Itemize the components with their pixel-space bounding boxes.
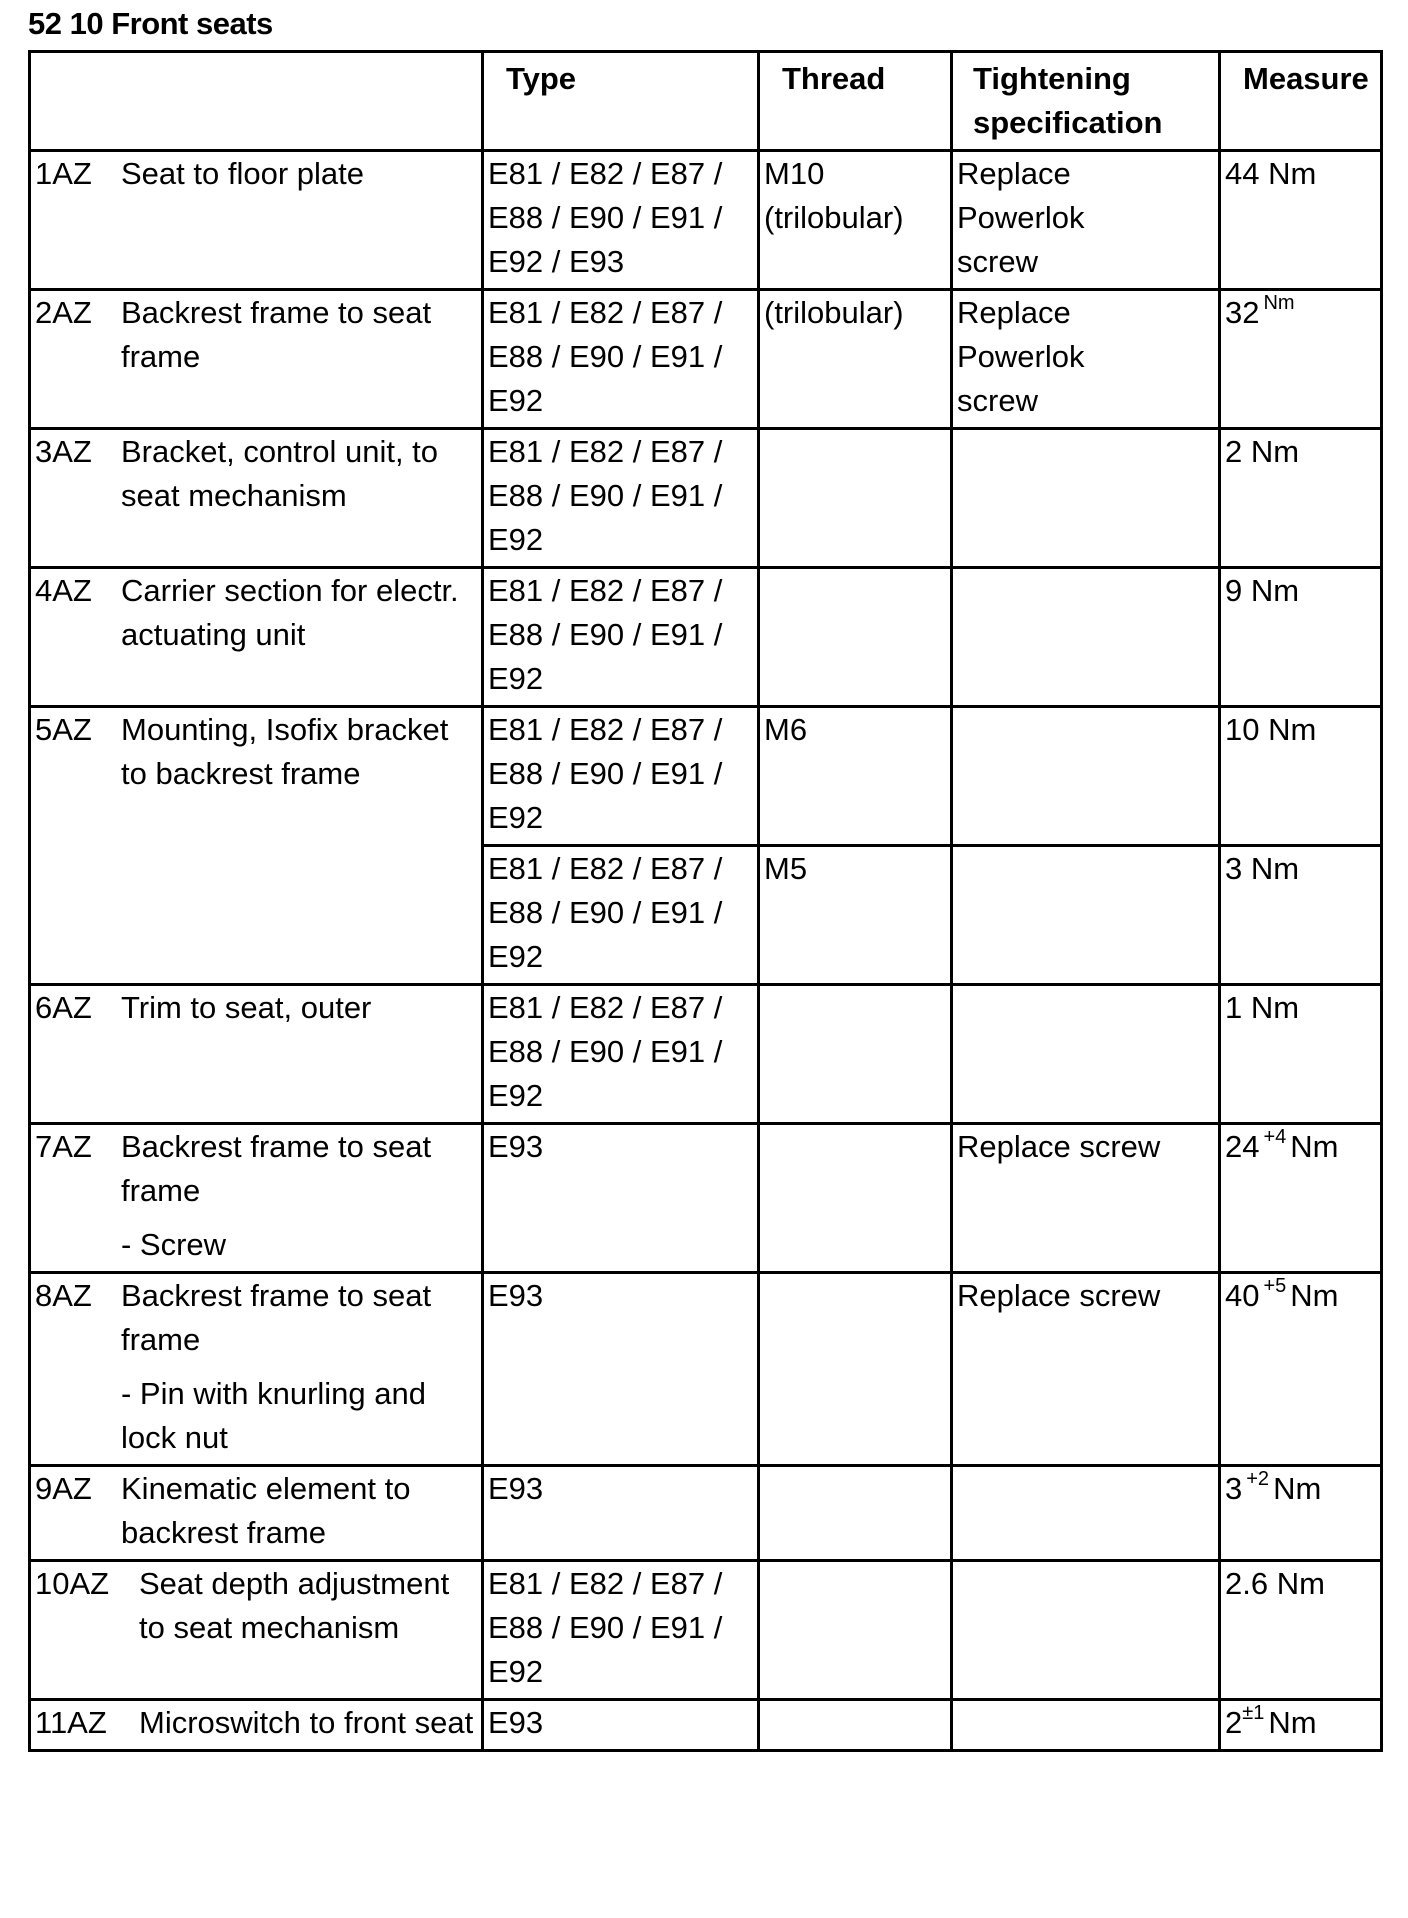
table-row	[30, 1273, 1382, 1466]
type-line: E81 / E82 / E87 /	[488, 295, 723, 330]
type-line: E88 / E90 / E91 /	[488, 617, 723, 652]
measure-unit: Nm	[1250, 573, 1300, 608]
tightening-line: Powerlok	[957, 200, 1085, 235]
type-line: E81 / E82 / E87 /	[488, 156, 723, 191]
item-code: 11AZ	[35, 1705, 107, 1740]
cell-type	[483, 1561, 759, 1700]
item-code: 2AZ	[35, 295, 92, 330]
cell-tightening	[952, 151, 1220, 290]
cell-item	[30, 985, 483, 1124]
tightening-torque-table	[28, 50, 1383, 1752]
cell-thread	[759, 1700, 952, 1751]
cell-item	[30, 1273, 483, 1466]
cell-item	[30, 1466, 483, 1561]
type-line: E88 / E90 / E91 /	[488, 200, 723, 235]
item-desc-text: Kinematic element to backrest frame	[121, 1471, 411, 1550]
cell-type	[483, 429, 759, 568]
measure-tolerance: +2	[1246, 1468, 1270, 1490]
table-row	[30, 429, 1382, 568]
item-code: 5AZ	[35, 712, 92, 747]
measure-value: 24	[1225, 1129, 1260, 1164]
item-note: - Screw	[121, 1227, 227, 1262]
cell-thread	[759, 1466, 952, 1561]
cell-tightening	[952, 846, 1220, 985]
cell-measure	[1220, 985, 1382, 1124]
measure-value: 32	[1225, 295, 1260, 330]
item-description	[121, 1467, 477, 1555]
cell-item	[30, 1700, 483, 1751]
thread-line: M10	[764, 156, 825, 191]
item-wrap	[35, 1701, 477, 1745]
cell-tightening	[952, 429, 1220, 568]
item-description	[121, 986, 477, 1030]
item-code: 8AZ	[35, 1278, 92, 1313]
cell-measure	[1220, 1124, 1382, 1273]
table-row	[30, 290, 1382, 429]
type-line: E81 / E82 / E87 /	[488, 434, 723, 469]
header-type: Type	[483, 52, 759, 151]
measure-value: 3	[1225, 851, 1243, 886]
cell-thread	[759, 151, 952, 290]
measure-tolerance: Nm	[1263, 292, 1295, 314]
header-measure: Measure	[1220, 52, 1382, 151]
item-wrap	[35, 569, 477, 657]
cell-thread	[759, 429, 952, 568]
item-desc-text: Trim to seat, outer	[121, 990, 372, 1025]
item-description	[121, 1274, 477, 1460]
cell-measure	[1220, 1466, 1382, 1561]
type-line: E93	[488, 1705, 544, 1740]
item-note: - Pin with knurling and lock nut	[121, 1376, 426, 1455]
table-row	[30, 707, 1382, 846]
cell-tightening	[952, 1561, 1220, 1700]
item-code: 6AZ	[35, 990, 92, 1025]
tightening-line: screw	[957, 383, 1038, 418]
type-line: E92	[488, 661, 544, 696]
item-wrap	[35, 1467, 477, 1555]
item-code: 10AZ	[35, 1566, 110, 1601]
cell-measure	[1220, 1273, 1382, 1466]
table-row	[30, 568, 1382, 707]
measure-value: 3	[1225, 1471, 1243, 1506]
type-line: E92 / E93	[488, 244, 625, 279]
item-desc-text: Seat to floor plate	[121, 156, 364, 191]
type-line: E81 / E82 / E87 /	[488, 1566, 723, 1601]
type-line: E88 / E90 / E91 /	[488, 756, 723, 791]
cell-tightening	[952, 1700, 1220, 1751]
measure-tolerance: ±1	[1242, 1702, 1265, 1724]
cell-tightening	[952, 290, 1220, 429]
measure-unit: Nm	[1273, 1471, 1322, 1506]
cell-thread	[759, 985, 952, 1124]
measure-value: 9	[1225, 573, 1243, 608]
cell-type	[483, 568, 759, 707]
cell-thread	[759, 1273, 952, 1466]
cell-measure	[1220, 1561, 1382, 1700]
tightening-line: Replace	[957, 295, 1071, 330]
item-wrap	[35, 1274, 477, 1460]
type-line: E92	[488, 522, 544, 557]
table-row	[30, 1466, 1382, 1561]
cell-measure	[1220, 429, 1382, 568]
thread-line: M6	[764, 712, 808, 747]
measure-unit: Nm	[1250, 990, 1300, 1025]
thread-line: M5	[764, 851, 808, 886]
item-wrap	[35, 291, 477, 379]
measure-tolerance: +5	[1263, 1275, 1287, 1297]
cell-tightening	[952, 1124, 1220, 1273]
type-line: E93	[488, 1129, 544, 1164]
cell-item	[30, 1124, 483, 1273]
cell-item	[30, 568, 483, 707]
table-row	[30, 1124, 1382, 1273]
item-description	[121, 291, 477, 379]
cell-type	[483, 707, 759, 846]
cell-measure	[1220, 846, 1382, 985]
type-line: E88 / E90 / E91 /	[488, 1034, 723, 1069]
item-description	[121, 708, 477, 796]
cell-type	[483, 1124, 759, 1273]
measure-unit: Nm	[1276, 1566, 1325, 1601]
type-line: E81 / E82 / E87 /	[488, 990, 723, 1025]
table-header-row	[30, 52, 1382, 151]
item-desc-text: Microswitch to front seat	[139, 1705, 474, 1740]
cell-type	[483, 151, 759, 290]
type-line: E81 / E82 / E87 /	[488, 712, 723, 747]
tightening-line: Replace screw	[957, 1129, 1161, 1164]
item-desc-text: Backrest frame to seat frame	[121, 1278, 432, 1357]
type-line: E88 / E90 / E91 /	[488, 1610, 723, 1645]
cell-item	[30, 151, 483, 290]
cell-tightening	[952, 568, 1220, 707]
type-line: E88 / E90 / E91 /	[488, 895, 723, 930]
header-tightening-specification: Tightening specification	[952, 52, 1220, 151]
item-description	[121, 1125, 477, 1267]
measure-value: 2	[1225, 434, 1243, 469]
thread-line: (trilobular)	[764, 295, 904, 330]
type-line: E81 / E82 / E87 /	[488, 573, 723, 608]
page-title: 52 10 Front seats	[28, 6, 273, 41]
table-row	[30, 985, 1382, 1124]
cell-type	[483, 1700, 759, 1751]
cell-item	[30, 707, 483, 985]
measure-tolerance: +4	[1263, 1126, 1287, 1148]
item-description	[121, 569, 477, 657]
measure-unit: Nm	[1268, 1705, 1317, 1740]
table-row	[30, 1561, 1382, 1700]
item-wrap	[35, 708, 477, 796]
measure-value: 44	[1225, 156, 1260, 191]
measure-unit: Nm	[1290, 1129, 1339, 1164]
item-wrap	[35, 1125, 477, 1267]
type-line: E93	[488, 1471, 544, 1506]
measure-value: 2	[1225, 1705, 1243, 1740]
thread-line: (trilobular)	[764, 200, 904, 235]
item-description	[139, 1562, 477, 1650]
type-line: E88 / E90 / E91 /	[488, 339, 723, 374]
cell-tightening	[952, 707, 1220, 846]
cell-measure	[1220, 290, 1382, 429]
type-line: E92	[488, 1078, 544, 1113]
table-row	[30, 151, 1382, 290]
measure-unit: Nm	[1290, 1278, 1339, 1313]
item-code: 7AZ	[35, 1129, 92, 1164]
tightening-line: Powerlok	[957, 339, 1085, 374]
item-desc-text: Seat depth adjustment to seat mechanism	[139, 1566, 450, 1645]
item-wrap	[35, 430, 477, 518]
item-desc-text: Bracket, control unit, to seat mechanism	[121, 434, 439, 513]
item-desc-text: Carrier section for electr. actuating unit	[121, 573, 459, 652]
cell-thread	[759, 290, 952, 429]
cell-thread	[759, 707, 952, 846]
cell-type	[483, 1466, 759, 1561]
item-desc-text: Backrest frame to seat frame	[121, 1129, 432, 1208]
cell-tightening	[952, 1273, 1220, 1466]
type-line: E88 / E90 / E91 /	[488, 478, 723, 513]
cell-measure	[1220, 707, 1382, 846]
item-description	[139, 1701, 477, 1745]
measure-unit: Nm	[1268, 712, 1317, 747]
type-line: E92	[488, 800, 544, 835]
cell-tightening	[952, 985, 1220, 1124]
item-code: 1AZ	[35, 156, 92, 191]
header-thread: Thread	[759, 52, 952, 151]
cell-type	[483, 985, 759, 1124]
cell-thread	[759, 568, 952, 707]
header-item	[30, 52, 483, 151]
measure-unit: Nm	[1250, 851, 1300, 886]
item-description	[121, 430, 477, 518]
measure-value: 1	[1225, 990, 1243, 1025]
item-desc-text: Backrest frame to seat frame	[121, 295, 432, 374]
item-code: 3AZ	[35, 434, 92, 469]
measure-unit: Nm	[1250, 434, 1300, 469]
table-row	[30, 1700, 1382, 1751]
measure-unit: Nm	[1268, 156, 1317, 191]
cell-type	[483, 846, 759, 985]
item-code: 9AZ	[35, 1471, 92, 1506]
item-wrap	[35, 152, 477, 196]
table-body	[30, 151, 1382, 1751]
cell-measure	[1220, 1700, 1382, 1751]
type-line: E92	[488, 383, 544, 418]
item-desc-text: Mounting, Isofix bracket to backrest frame	[121, 712, 449, 791]
measure-value: 2.6	[1225, 1566, 1269, 1601]
cell-item	[30, 1561, 483, 1700]
item-description	[121, 152, 477, 196]
item-wrap	[35, 1562, 477, 1650]
tightening-line: Replace	[957, 156, 1071, 191]
cell-thread	[759, 846, 952, 985]
cell-thread	[759, 1124, 952, 1273]
cell-measure	[1220, 151, 1382, 290]
type-line: E81 / E82 / E87 /	[488, 851, 723, 886]
item-code: 4AZ	[35, 573, 92, 608]
measure-value: 10	[1225, 712, 1260, 747]
cell-tightening	[952, 1466, 1220, 1561]
type-line: E92	[488, 1654, 544, 1689]
cell-type	[483, 1273, 759, 1466]
cell-measure	[1220, 568, 1382, 707]
tightening-line: Replace screw	[957, 1278, 1161, 1313]
cell-thread	[759, 1561, 952, 1700]
cell-item	[30, 429, 483, 568]
type-line: E92	[488, 939, 544, 974]
tightening-line: screw	[957, 244, 1038, 279]
item-wrap	[35, 986, 477, 1030]
type-line: E93	[488, 1278, 544, 1313]
measure-value: 40	[1225, 1278, 1260, 1313]
cell-type	[483, 290, 759, 429]
cell-item	[30, 290, 483, 429]
